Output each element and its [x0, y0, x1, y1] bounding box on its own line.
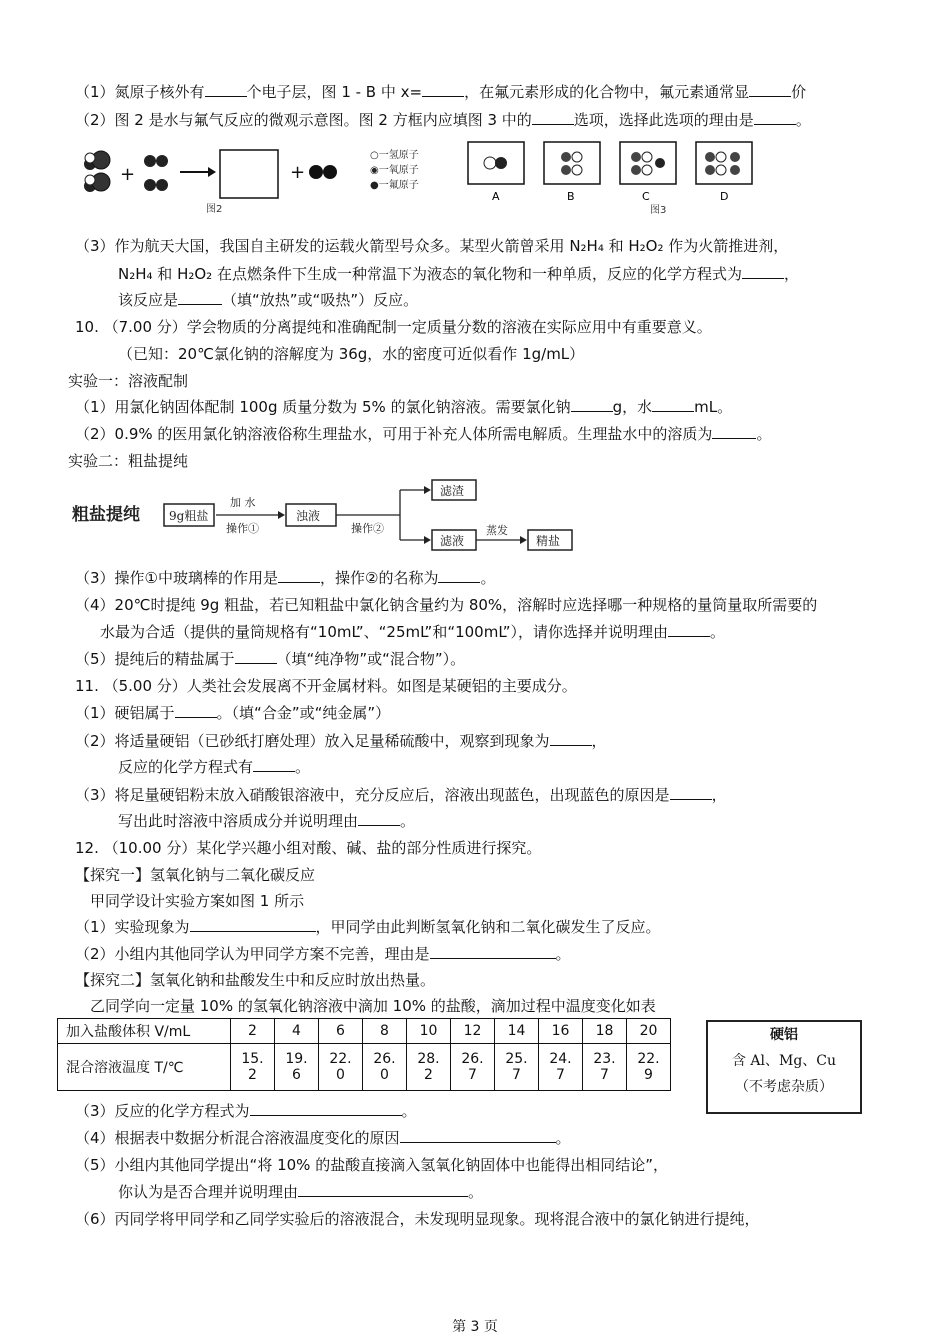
q12-s2: （2）小组内其他同学认为甲同学方案不完善，理由是 。 — [75, 945, 571, 963]
q12-s1: （1）实验现象为 ，甲同学由此判断氢氧化钠和二氧化碳发生了反应。 — [75, 918, 661, 936]
option-b — [544, 142, 600, 203]
q11-s2a: （2）将适量硬铝（已砂纸打磨处理）放入足量稀硫酸中，观察到现象为 ， — [75, 732, 607, 750]
table-cell: 18 — [583, 1019, 627, 1044]
q10-s3: （3）操作①中玻璃棒的作用是 ，操作②的名称为 。 — [75, 569, 496, 587]
table-head-volume: 加入盐酸体积 V/mL — [58, 1019, 231, 1044]
water-molecule-icon — [84, 173, 110, 192]
flow-step1: 加 水 — [230, 496, 256, 509]
q10-s4b: 水最为合适（提供的量筒规格有“10mL”、“25mL”和“100mL”），请你选择并说明理由 。 — [100, 623, 726, 641]
q11-s2b: 反应的化学方程式有 。 — [118, 758, 311, 776]
table-cell: 6 — [319, 1019, 363, 1044]
option-d — [696, 142, 752, 203]
flow-op2: 操作② — [351, 522, 384, 535]
table-row-volume — [58, 1019, 671, 1044]
fig2-label: 图2 — [206, 204, 223, 215]
legend-o: ◉一氧原子 — [370, 165, 419, 176]
temperature-table — [57, 1018, 671, 1091]
flow-end: 精盐 — [536, 534, 561, 548]
table-row-temperature: 混合溶液温度 T/℃ 15. 2 19. 6 22. 0 26. 0 28. 2 26. 7 25. 7 24. 7 23. 7 22. 9 — [58, 1044, 671, 1091]
q12-s6: （6）丙同学将甲同学和乙同学实验后的溶液混合，未发现明显现象。现将混合液中的氯化钠进行提纯， — [75, 1210, 760, 1228]
table-cell: 2 — [231, 1019, 275, 1044]
svg-text:+: + — [290, 162, 306, 183]
box-title: 硬铝 — [770, 1027, 798, 1043]
q9-line2: （2）图 2 是水与氟气反应的微观示意图。图 2 方框内应填图 3 中的 选项，选择此选项的理由是 。 — [75, 111, 811, 129]
flow-mid: 浊液 — [296, 509, 321, 523]
q10-exp1: 实验一：溶液配制 — [68, 372, 189, 390]
flow-start: 9g粗盐 — [169, 509, 209, 523]
q10-s1: （1）用氯化钠固体配制 100g 质量分数为 5% 的氯化钠溶液。需要氯化钠 g，水 mL。 — [75, 398, 733, 416]
purification-flowchart — [68, 478, 588, 558]
table-cell: 16 — [539, 1019, 583, 1044]
q12-s3: （3）反应的化学方程式为 。 — [75, 1102, 417, 1120]
box-note: （不考虑杂质） — [735, 1079, 833, 1095]
q12-s4: （4）根据表中数据分析混合溶液温度变化的原因 。 — [75, 1129, 571, 1147]
flow-title: 粗盐提纯 — [72, 505, 140, 525]
q9-line3c: 该反应是 （填“放热”或“吸热”）反应。 — [118, 291, 419, 309]
q12-e1n: 甲同学设计实验方案如图 1 所示 — [90, 892, 305, 910]
q12-e2: 【探究二】氢氧化钠和盐酸发生中和反应时放出热量。 — [75, 971, 436, 989]
q10-s5: （5）提纯后的精盐属于 （填“纯净物”或“混合物”）。 — [75, 650, 466, 668]
page-footer: 第 3 页 — [452, 1319, 498, 1335]
q11-heading: 11. （5.00 分）人类社会发展离不开金属材料。如图是某硬铝的主要成分。 — [75, 677, 577, 695]
table-head-temperature: 混合溶液温度 T/℃ — [58, 1044, 231, 1091]
table-cell: 8 — [363, 1019, 407, 1044]
q12-s5b: 你认为是否合理并说明理由 。 — [118, 1183, 484, 1201]
option-a — [468, 142, 524, 203]
q12-e2n: 乙同学向一定量 10% 的氢氧化钠溶液中滴加 10% 的盐酸，滴加过程中温度变化如表 — [90, 997, 656, 1015]
flow-top: 滤渣 — [440, 484, 465, 498]
flow-evap: 蒸发 — [486, 524, 508, 537]
flow-bottom: 滤液 — [440, 534, 465, 548]
fluorine-molecule-icon — [144, 179, 168, 191]
option-b-label: B — [567, 190, 575, 203]
box-composition: 含 Al、Mg、Cu — [731, 1053, 837, 1069]
table-cell: 12 — [451, 1019, 495, 1044]
q11-s1: （1）硬铝属于 。（填“合金”或“纯金属”） — [75, 704, 391, 722]
flow-op1: 操作① — [226, 522, 259, 535]
q12-e1: 【探究一】氢氧化钠与二氧化碳反应 — [75, 866, 316, 884]
legend — [370, 148, 419, 191]
q10-exp2: 实验二：粗盐提纯 — [68, 452, 189, 470]
fluorine-molecule-icon — [144, 155, 168, 167]
table-cell: 14 — [495, 1019, 539, 1044]
table-cell: 20 — [627, 1019, 671, 1044]
oxygen-molecule-icon — [309, 165, 337, 179]
q10-s2: （2）0.9% 的医用氯化钠溶液俗称生理盐水，可用于补充人体所需电解质。生理盐水中的溶质为 。 — [75, 425, 772, 443]
fig3-label: 图3 — [650, 205, 667, 216]
table-cell: 4 — [275, 1019, 319, 1044]
q11-s3a: （3）将足量硬铝粉末放入硝酸银溶液中，充分反应后，溶液出现蓝色，出现蓝色的原因是 ， — [75, 786, 727, 804]
duralumin-label-box — [706, 1020, 862, 1114]
option-c — [620, 142, 676, 203]
q10-note: （已知：20℃氯化钠的溶解度为 36g，水的密度可近似看作 1g/mL） — [118, 345, 585, 363]
q9-line3b: N₂H₄ 和 H₂O₂ 在点燃条件下生成一种常温下为液态的氧化物和一种单质，反应的化学方程式为 ， — [118, 265, 799, 283]
table-cell: 10 — [407, 1019, 451, 1044]
svg-text:+: + — [120, 164, 136, 185]
q9-line3a: （3）作为航天大国，我国自主研发的运载火箭型号众多。某型火箭曾采用 N₂H₄ 和 H₂O₂ 作为火箭推进剂， — [75, 237, 789, 255]
option-d-label: D — [720, 190, 729, 203]
answer-box — [220, 150, 278, 198]
water-molecule-icon — [84, 151, 110, 170]
q12-heading: 12. （10.00 分）某化学兴趣小组对酸、碱、盐的部分性质进行探究。 — [75, 839, 542, 857]
q10-s4a: （4）20℃时提纯 9g 粗盐，若已知粗盐中氯化钠含量约为 80%，溶解时应选择哪一种规格的量筒量取所需要的 — [75, 596, 818, 614]
legend-h: ○一氢原子 — [370, 150, 419, 161]
option-a-label: A — [492, 190, 500, 203]
q12-s5a: （5）小组内其他同学提出“将 10% 的盐酸直接滴入氢氧化钠固体中也能得出相同结论”， — [75, 1156, 668, 1174]
q11-s3b: 写出此时溶液中溶质成分并说明理由 。 — [118, 812, 416, 830]
option-c-label: C — [642, 190, 650, 203]
legend-f: ●一氟原子 — [370, 180, 419, 191]
figure-2-3 — [70, 140, 770, 230]
q9-line1: （1）氮原子核外有 个电子层，图 1 - B 中 x= ，在氟元素形成的化合物中，氟元素通常显 价 — [75, 83, 807, 101]
q10-heading: 10. （7.00 分）学会物质的分离提纯和准确配制一定质量分数的溶液在实际应用中有重要意义。 — [75, 318, 712, 336]
arrow-icon — [208, 167, 216, 177]
